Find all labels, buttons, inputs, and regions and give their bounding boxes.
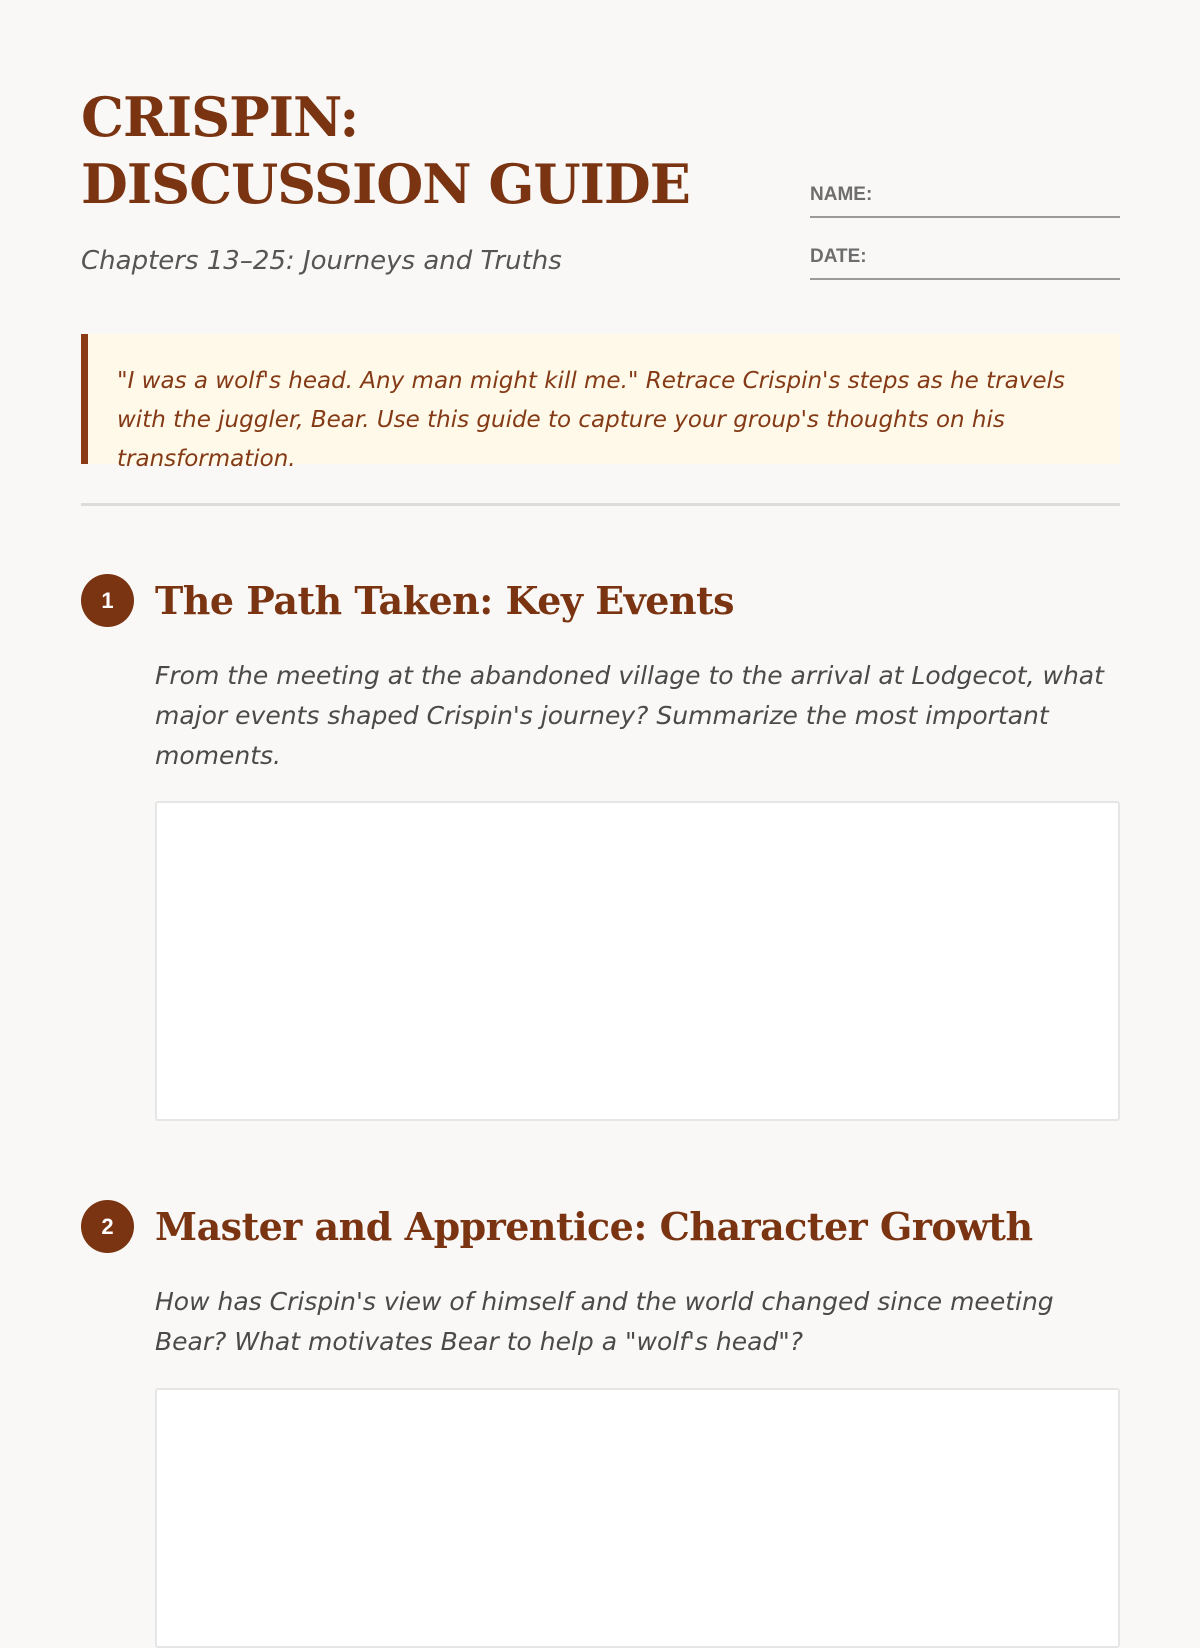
name-field[interactable] — [810, 184, 1120, 218]
name-input[interactable] — [880, 184, 1120, 214]
answer-textarea[interactable] — [155, 801, 1120, 1121]
question-number-badge: 1 — [81, 574, 134, 627]
discussion-guide-page — [81, 0, 1120, 1600]
date-label: DATE: — [810, 246, 867, 267]
name-label: NAME: — [810, 184, 873, 205]
guide-header — [81, 0, 1120, 300]
question-prompt: From the meeting at the abandoned village to the arrival at Lodgecot, what major events shaped Crispin's journey? Summarize the most important moments. — [155, 661, 1104, 770]
question-title: Master and Apprentice: Character Growth — [155, 1204, 1033, 1249]
section-divider — [81, 503, 1120, 506]
page-title: CRISPIN: DISCUSSION GUIDE — [81, 85, 690, 216]
page-subtitle: Chapters 13–25: Journeys and Truths — [81, 246, 562, 276]
date-input[interactable] — [880, 246, 1120, 276]
question-prompt: How has Crispin's view of himself and the world changed since meeting Bear? What motivates Bear to help a "wolf's head"? — [155, 1287, 1054, 1356]
answer-textarea[interactable] — [155, 1388, 1120, 1648]
question-number-badge: 2 — [81, 1200, 134, 1253]
question-title: The Path Taken: Key Events — [155, 578, 735, 623]
intro-quote-callout: "I was a wolf's head. Any man might kill me." Retrace Crispin's steps as he travels with the juggler, Bear. Use this guide to capture your group's thoughts on his transformation. — [81, 334, 1120, 464]
date-field[interactable] — [810, 246, 1120, 280]
